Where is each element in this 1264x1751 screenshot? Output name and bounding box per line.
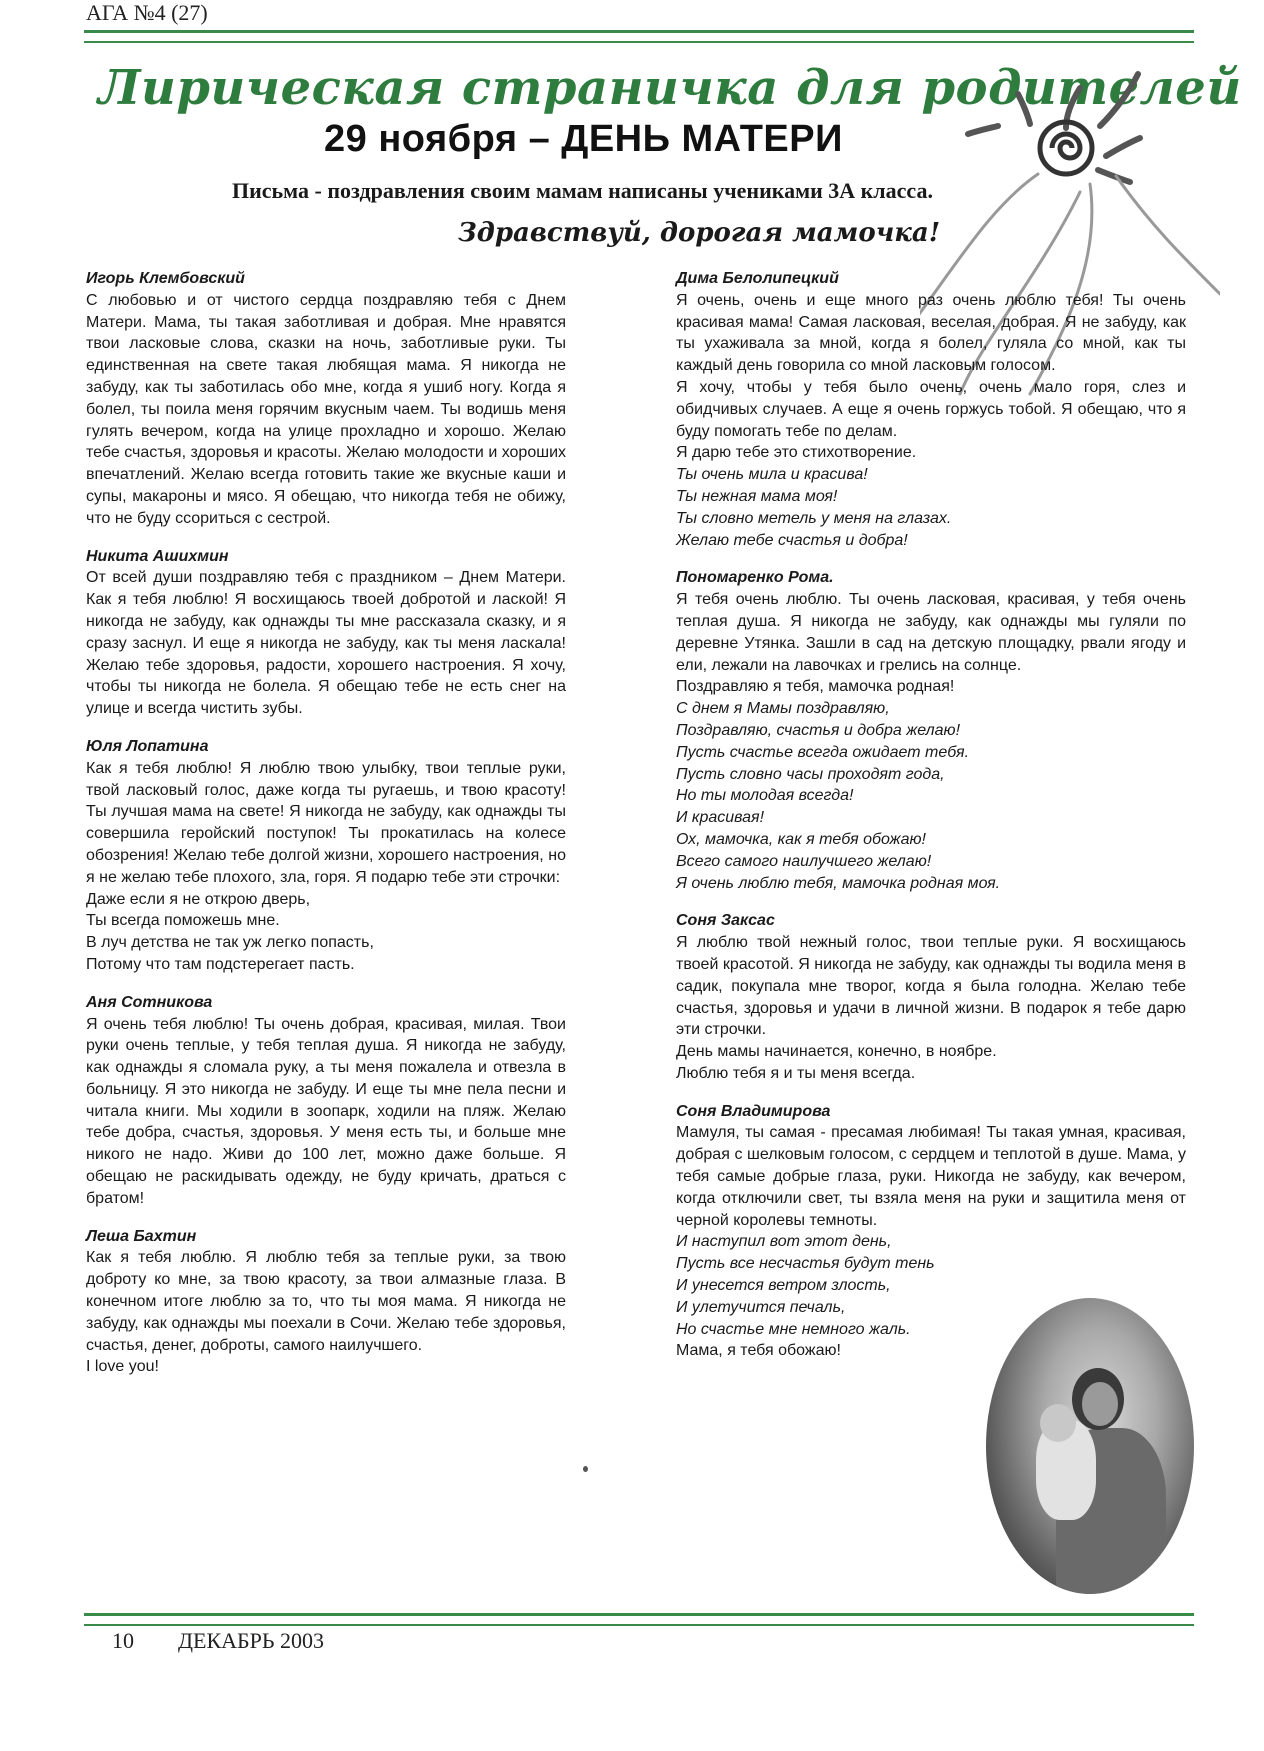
- poem-line: И наступил вот этот день,: [676, 1233, 892, 1251]
- poem-line: Пусть словно часы проходят года,: [676, 765, 945, 783]
- letter: [86, 992, 566, 1210]
- letter-line: День мамы начинается, конечно, в ноябре.: [676, 1043, 997, 1061]
- letter-text: С любовью и от чистого сердца поздравляю тебя с Днем Матери. Мама, ты такая заботливая и добрая. Мне нравятся твои ласковые слова, сказки на ночь, заботливые руки. Ты единственная на свете такая любящая мама. Я никогда не забуду, как ты заботилась обо мне, когда я ушиб ногу. Когда я болел, ты поила меня горячим вкусным чаем. Ты водишь меня гулять вечером, когда на улице прохладно и хорошо. Желаю тебе счастья, здоровья и красоты. Желаю молодости и хороших впечатлений. Желаю всегда готовить такие же вкусные каши и супы, макароны и мясо. Я обещаю, что никогда тебя не обижу, что не буду ссориться с сестрой.: [86, 291, 566, 527]
- letter-author: Никита Ашихмин: [86, 547, 229, 565]
- letter: [676, 910, 1186, 1084]
- poem-line: Всего самого наилучшего желаю!: [676, 852, 932, 870]
- poem-line: Потому что там подстерегает пасть.: [86, 955, 355, 973]
- greeting: Здравствуй, дорогая мамочка!: [458, 218, 941, 248]
- headline: 29 ноября – ДЕНЬ МАТЕРИ: [324, 118, 843, 160]
- right-column: [676, 268, 1186, 1378]
- poem-line: Ты очень мила и красива!: [676, 466, 868, 484]
- poem-line: Ты словно метель у меня на глазах.: [676, 509, 952, 527]
- letter-text: Я люблю твой нежный голос, твои теплые руки. Я восхищаюсь твоей красотой. Я никогда не забуду, как однажды ты водила меня в садик, покупала мне творог, когда я была голодна. Желаю тебе счастья, здоровья и удачи в личной жизни. В подарок я тебе дарю эти строчки.: [676, 934, 1186, 1039]
- poem-line: Я очень люблю тебя, мамочка родная моя.: [676, 874, 1001, 892]
- footer-rule: [84, 1613, 1194, 1626]
- letter: [86, 546, 566, 720]
- poem-line: Даже если я не открою дверь,: [86, 890, 311, 908]
- letter-text: Я очень тебя люблю! Ты очень добрая, красивая, милая. Твои руки очень теплые, у тебя теплая душа. Я никогда не забуду, как однажды я сломала руку, а ты меня пожалела и отвезла в больницу. Я это никогда не забуду. И еще ты мне пела песни и читала книги. Мы ходили в зоопарк, ходили на пляж. Желаю тебе добра, счастья, здоровья. У меня есть ты, и больше мне никого не надо. Живи до 100 лет, можно даже больше. Я обещаю не раскидывать одежду, не буду кричать, драться с братом!: [86, 1015, 566, 1207]
- issue-label: АГА №4 (27): [86, 0, 208, 25]
- letter-author: Дима Белолипецкий: [676, 270, 839, 287]
- poem-line: И унесется ветром злость,: [676, 1277, 891, 1295]
- letter: [86, 268, 566, 530]
- poem-line: Ты всегда поможешь мне.: [86, 912, 280, 930]
- poem-line: Пусть все несчастья будут тень: [676, 1255, 935, 1273]
- header-rule: [84, 30, 1194, 43]
- letter: [676, 268, 1186, 551]
- poem-line: Но счастье мне немного жаль.: [676, 1320, 911, 1338]
- letter-author: Игорь Клембовский: [86, 270, 245, 287]
- letter-line: Я дарю тебе это стихотворение.: [676, 444, 917, 462]
- letter-line: Люблю тебя я и ты меня всегда.: [676, 1064, 916, 1082]
- letter-text: Я очень, очень и еще много раз очень люблю тебя! Ты очень красивая мама! Самая ласковая, веселая, добрая. Я не забуду, как ты ухаживала за мной, когда я болел, гуляла со мной, как ты каждый день говорила со мной ласковым голосом.: [676, 291, 1186, 375]
- poem-line: И красивая!: [676, 809, 765, 827]
- poem-line: С днем я Мамы поздравляю,: [676, 700, 890, 718]
- letter-author: Соня Заксас: [676, 912, 775, 930]
- page-number: 10: [112, 1628, 134, 1653]
- letter-text: Как я тебя люблю! Я люблю твою улыбку, твои теплые руки, твой ласковый голос, даже когда ты ругаешь, и твою красоту! Ты лучшая мама на свете! Я никогда не забуду, как однажды ты совершила геройский поступок! Ты прокатилась на колесе обозрения! Желаю тебе долгой жизни, хорошего настроения, но я не желаю тебе плохого, зла, горя. Я подарю тебе эти строчки:: [86, 759, 566, 886]
- letter-author: Аня Сотникова: [86, 993, 213, 1011]
- subtitle: Письма - поздравления своим мамам написаны учениками 3А класса.: [232, 178, 933, 203]
- photo-baby-head: [1040, 1404, 1076, 1442]
- letter-text: Я хочу, чтобы у тебя было очень, очень мало горя, слез и обидчивых случаев. А еще я очень горжусь тобой. Я обещаю, что я буду помогать тебе по делам.: [676, 378, 1186, 440]
- letter: [86, 1226, 566, 1379]
- letter-line: Поздравляю я тебя, мамочка родная!: [676, 678, 955, 696]
- letter-author: Юля Лопатина: [86, 737, 209, 755]
- poem-line: Желаю тебе счастья и добра!: [676, 531, 908, 549]
- poem-line: Ох, мамочка, как я тебя обожаю!: [676, 830, 926, 848]
- poem-line: В луч детства не так уж легко попасть,: [86, 934, 374, 952]
- left-column: [86, 268, 566, 1394]
- letter: [86, 736, 566, 976]
- photo-face: [1082, 1382, 1118, 1426]
- letter-text: Мамуля, ты самая - пресамая любимая! Ты такая умная, красивая, добрая с шелковым голосом, с сердцем и теплотой в душе. Мама, у тебя самые добрые глаза, руки. Никогда не забуду, как вечером, когда отключили свет, ты взяла меня на руки и защитила меня от черной королевы темноты.: [676, 1124, 1186, 1229]
- letter-author: Соня Владимирова: [676, 1102, 831, 1120]
- stray-dot: [583, 1466, 588, 1472]
- letter-text: Я тебя очень люблю. Ты очень ласковая, красивая, у тебя очень теплая душа. Я никогда не забуду, как однажды мы гуляли по деревне Утянка. Зашли в сад на детскую площадку, рвали ягоду и ели, лежали на лавочках и грелись на солнце.: [676, 591, 1186, 674]
- letter-author: Леша Бахтин: [86, 1227, 197, 1245]
- poem-line: Поздравляю, счастья и добра желаю!: [676, 721, 961, 739]
- poem-line: И улетучится печаль,: [676, 1298, 846, 1316]
- issue-date: ДЕКАБРЬ 2003: [178, 1628, 325, 1653]
- letter-text: Как я тебя люблю. Я люблю тебя за теплые руки, за твою доброту ко мне, за твою красоту, за твои алмазные глаза. В конечном итоге люблю за то, что ты моя мама. Я никогда не забуду, как однажды мы поехали в Сочи. Желаю тебе здоровья, счастья, денег, доброты, самого наилучшего.: [86, 1249, 566, 1354]
- closing-line: Мама, я тебя обожаю!: [676, 1342, 841, 1360]
- poem-line: Ты нежная мама моя!: [676, 487, 838, 505]
- letter: [676, 567, 1186, 894]
- letter-text: От всей души поздравляю тебя с праздником – Днем Матери. Как я тебя люблю! Я восхищаюсь твоей добротой и лаской! Я никогда не забуду, как однажды ты мне рассказала сказку, и я сразу заснул. И еще я никогда не забуду, как ты меня ласкала! Желаю тебе здоровья, радости, хорошего настроения. Я хочу, чтобы ты никогда не болела. Я обещаю тебе не есть снег на улице и всегда чистить зубы.: [86, 569, 566, 718]
- mother-and-child-photo: [986, 1298, 1194, 1594]
- poem-line: Но ты молодая всегда!: [676, 787, 854, 805]
- letter-author: Пономаренко Рома.: [676, 569, 834, 587]
- poem-line: Пусть счастье всегда ожидает тебя.: [676, 743, 970, 761]
- section-title: Лирическая страничка для родителей: [98, 60, 1242, 116]
- closing-line: I love you!: [86, 1358, 159, 1376]
